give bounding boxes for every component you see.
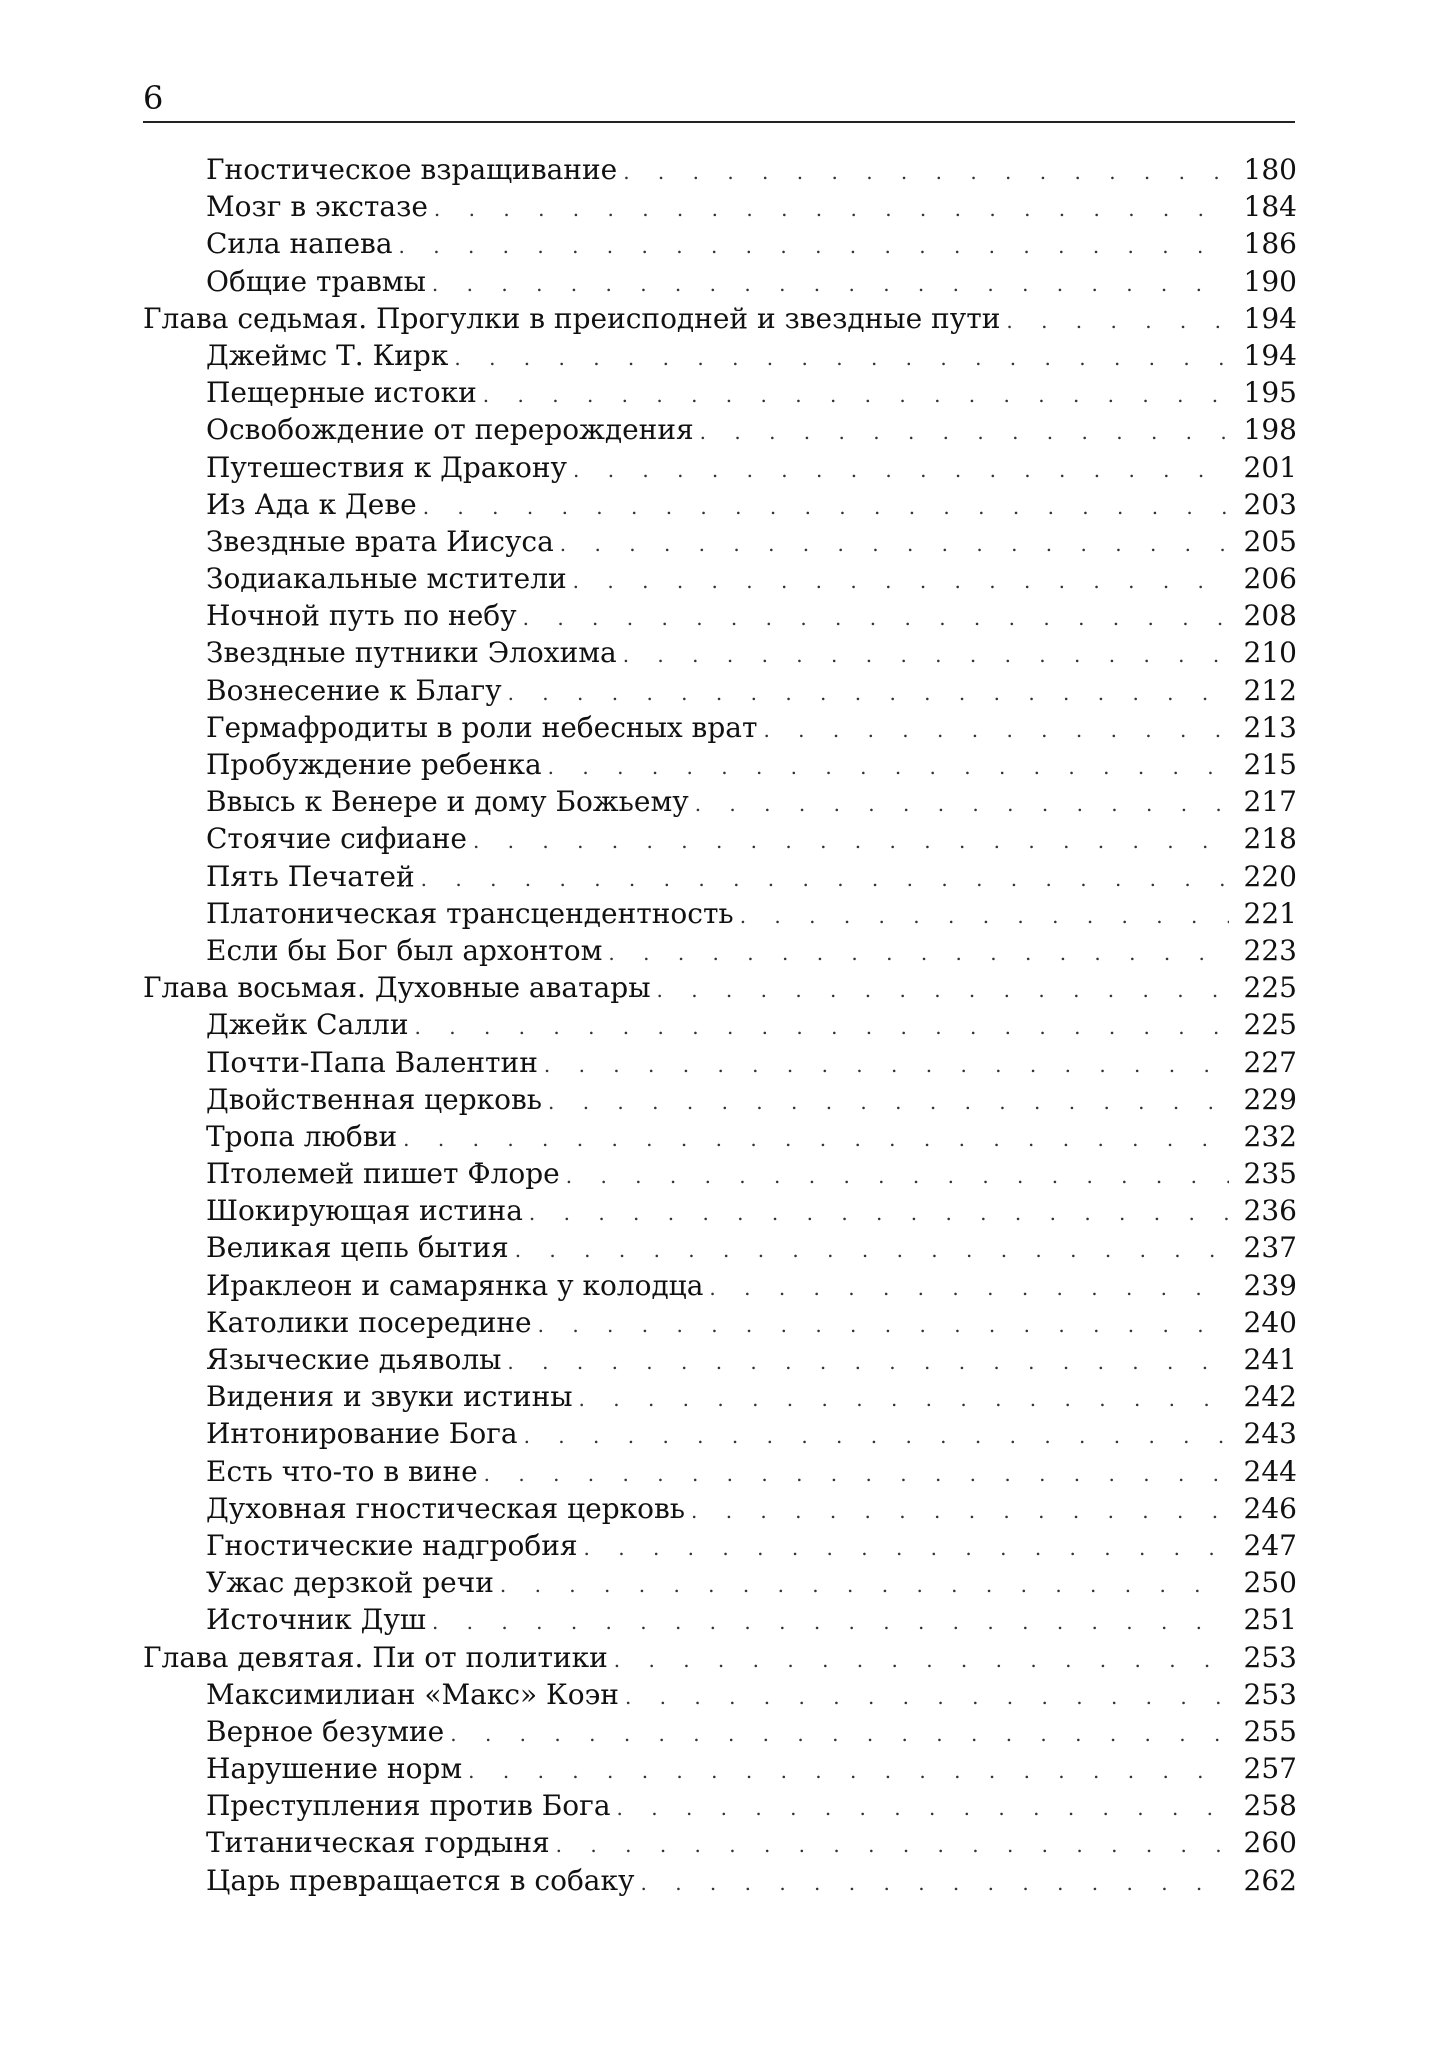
- toc-dot-leader: [700, 414, 1229, 451]
- toc-entry-title: Пещерные истоки: [206, 376, 477, 410]
- toc-section-entry: [143, 449, 1297, 486]
- toc-entry-page-number: 221: [1243, 896, 1297, 930]
- toc-chapter-entry: [143, 300, 1297, 337]
- toc-entry-page-number: 212: [1243, 673, 1297, 707]
- toc-section-entry: [143, 263, 1297, 300]
- toc-section-entry: [143, 1044, 1297, 1081]
- toc-dot-leader: [556, 1827, 1229, 1864]
- toc-entry-title: Гностическое взращивание: [206, 153, 618, 186]
- toc-entry-page-number: 201: [1243, 450, 1297, 484]
- toc-entry-page-number: 253: [1243, 1677, 1297, 1711]
- toc-entry-title: Великая цепь бытия: [206, 1231, 509, 1265]
- toc-entry-title: Интонирование Бога: [206, 1417, 518, 1451]
- toc-entry-title: Шокирующая истина: [206, 1194, 523, 1228]
- toc-entry-page-number: 220: [1243, 859, 1297, 893]
- toc-dot-leader: [560, 526, 1229, 563]
- toc-entry-page-number: 242: [1243, 1380, 1297, 1414]
- toc-entry-title: Царь превращается в собаку: [206, 1863, 635, 1897]
- toc-entry-title: Сила напева: [206, 227, 393, 261]
- toc-section-entry: [143, 1824, 1297, 1861]
- toc-entry-page-number: 236: [1243, 1194, 1297, 1228]
- toc-entry-title: Звездные путники Элохима: [206, 636, 617, 670]
- toc-section-entry: [143, 1304, 1297, 1341]
- toc-dot-leader: [454, 340, 1229, 377]
- toc-section-entry: [143, 560, 1297, 597]
- toc-dot-leader: [484, 1456, 1229, 1493]
- toc-section-entry: [143, 1081, 1297, 1118]
- toc-entry-page-number: 235: [1243, 1157, 1297, 1191]
- toc-section-entry: [143, 1155, 1297, 1192]
- page-number: 6: [143, 79, 164, 117]
- toc-dot-leader: [515, 1232, 1229, 1269]
- toc-section-entry: [143, 1415, 1297, 1452]
- toc-entry-title: Платоническая трансцендентность: [206, 896, 734, 930]
- toc-entry-title: Если бы Бог был архонтом: [206, 933, 603, 967]
- toc-dot-leader: [656, 972, 1229, 1009]
- toc-dot-leader: [421, 861, 1229, 898]
- toc-entry-title: Мозг в экстазе: [206, 190, 428, 224]
- toc-entry-title: Птолемей пишет Флоре: [206, 1157, 560, 1191]
- toc-dot-leader: [548, 1084, 1229, 1121]
- toc-section-entry: [143, 1564, 1297, 1601]
- toc-entry-page-number: 251: [1243, 1603, 1297, 1637]
- toc-entry-title: Путешествия к Дракону: [206, 450, 567, 484]
- toc-dot-leader: [623, 637, 1229, 674]
- toc-entry-page-number: 180: [1243, 153, 1297, 186]
- toc-entry-page-number: 227: [1243, 1045, 1297, 1079]
- toc-section-entry: [143, 411, 1297, 448]
- toc-entry-title: Почти-Папа Валентин: [206, 1045, 538, 1079]
- toc-entry-title: Ночной путь по небу: [206, 599, 517, 633]
- toc-entry-page-number: 195: [1243, 376, 1297, 410]
- toc-dot-leader: [500, 1567, 1229, 1604]
- toc-entry-page-number: 208: [1243, 599, 1297, 633]
- toc-section-entry: [143, 672, 1297, 709]
- toc-entry-title: Пробуждение ребенка: [206, 748, 542, 781]
- toc-dot-leader: [529, 1195, 1229, 1232]
- toc-section-entry: [143, 225, 1297, 262]
- toc-dot-leader: [468, 1753, 1229, 1790]
- toc-dot-leader: [403, 1121, 1229, 1158]
- toc-entry-title: Источник Душ: [206, 1603, 426, 1637]
- toc-section-entry: [143, 597, 1297, 634]
- toc-entry-page-number: 253: [1243, 1640, 1297, 1674]
- toc-dot-leader: [483, 377, 1229, 414]
- toc-entry-page-number: 194: [1243, 338, 1297, 372]
- toc-entry-title: Есть что-то в вине: [206, 1454, 478, 1488]
- toc-entry-page-number: 186: [1243, 227, 1297, 261]
- toc-dot-leader: [617, 1790, 1229, 1827]
- toc-dot-leader: [450, 1716, 1229, 1753]
- toc-dot-leader: [415, 1009, 1229, 1046]
- toc-entry-title: Звездные врата Иисуса: [206, 524, 554, 558]
- toc-section-entry: [143, 188, 1297, 225]
- toc-section-entry: [143, 1267, 1297, 1304]
- toc-dot-leader: [434, 191, 1229, 228]
- toc-entry-title: Джейк Салли: [206, 1008, 409, 1042]
- toc-entry-page-number: 205: [1243, 524, 1297, 558]
- toc-dot-leader: [432, 1604, 1229, 1641]
- toc-dot-leader: [709, 1270, 1229, 1307]
- toc-entry-title: Джеймс Т. Кирк: [206, 338, 449, 372]
- toc-section-entry: [143, 1453, 1297, 1490]
- toc-entry-page-number: 246: [1243, 1491, 1297, 1525]
- toc-entry-title: Духовная гностическая церковь: [206, 1491, 685, 1525]
- toc-section-entry: [143, 820, 1297, 857]
- toc-dot-leader: [625, 1679, 1229, 1716]
- toc-entry-page-number: 237: [1243, 1231, 1297, 1265]
- toc-entry-page-number: 217: [1243, 785, 1297, 819]
- toc-entry-title: Верное безумие: [206, 1714, 445, 1748]
- toc-dot-leader: [508, 675, 1229, 712]
- toc-section-entry: [143, 1713, 1297, 1750]
- toc-dot-leader: [507, 1344, 1229, 1381]
- toc-entry-page-number: 255: [1243, 1714, 1297, 1748]
- toc-section-entry: [143, 1862, 1297, 1899]
- toc-entry-title: Глава седьмая. Прогулки в преисподней и звездные пути: [143, 301, 1001, 335]
- toc-dot-leader: [640, 1865, 1229, 1902]
- toc-section-entry: [143, 1601, 1297, 1638]
- toc-entry-page-number: 225: [1243, 1008, 1297, 1042]
- toc-dot-leader: [691, 1493, 1229, 1530]
- toc-entry-title: Нарушение норм: [206, 1752, 463, 1786]
- toc-section-entry: [143, 932, 1297, 969]
- toc-dot-leader: [584, 1530, 1229, 1567]
- toc-entry-title: Титаническая гордыня: [206, 1826, 550, 1860]
- toc-entry-title: Гностические надгробия: [206, 1528, 578, 1562]
- toc-section-entry: [143, 634, 1297, 671]
- toc-entry-title: Преступления против Бога: [206, 1789, 611, 1823]
- toc-dot-leader: [763, 712, 1229, 749]
- toc-entry-page-number: 210: [1243, 636, 1297, 670]
- toc-section-entry: [143, 783, 1297, 820]
- toc-entry-page-number: 218: [1243, 822, 1297, 856]
- toc-entry-page-number: 250: [1243, 1566, 1297, 1600]
- toc-entry-page-number: 194: [1243, 301, 1297, 335]
- toc-entry-title: Общие травмы: [206, 264, 426, 298]
- toc-dot-leader: [566, 1158, 1229, 1195]
- toc-entry-title: Двойственная церковь: [206, 1082, 542, 1116]
- toc-section-entry: [143, 709, 1297, 746]
- toc-entry-title: Языческие дьяволы: [206, 1343, 502, 1376]
- toc-section-entry: [143, 1490, 1297, 1527]
- toc-entry-title: Глава девятая. Пи от политики: [143, 1640, 608, 1674]
- table-of-contents: [143, 151, 1297, 1899]
- toc-entry-page-number: 240: [1243, 1305, 1297, 1339]
- toc-entry-title: Гермафродиты в роли небесных врат: [206, 710, 758, 744]
- toc-entry-title: Пять Печатей: [206, 859, 415, 893]
- toc-entry-page-number: 203: [1243, 487, 1297, 521]
- toc-entry-page-number: 247: [1243, 1528, 1297, 1562]
- toc-section-entry: [143, 1229, 1297, 1266]
- toc-entry-page-number: 229: [1243, 1082, 1297, 1116]
- toc-section-entry: [143, 1787, 1297, 1824]
- toc-entry-title: Стоячие сифиане: [206, 822, 467, 856]
- toc-entry-page-number: 215: [1243, 748, 1297, 781]
- toc-dot-leader: [740, 898, 1229, 935]
- toc-chapter-entry: [143, 969, 1297, 1006]
- toc-entry-page-number: 232: [1243, 1119, 1297, 1153]
- toc-dot-leader: [544, 1047, 1229, 1084]
- toc-entry-title: Глава восьмая. Духовные аватары: [143, 971, 651, 1005]
- toc-dot-leader: [473, 823, 1229, 860]
- toc-entry-page-number: 239: [1243, 1268, 1297, 1302]
- header-rule: [143, 121, 1295, 123]
- toc-entry-title: Зодиакальные мстители: [206, 562, 567, 596]
- toc-entry-page-number: 198: [1243, 413, 1297, 447]
- toc-dot-leader: [432, 266, 1229, 303]
- toc-dot-leader: [524, 1418, 1229, 1455]
- toc-section-entry: [143, 1527, 1297, 1564]
- toc-section-entry: [143, 486, 1297, 523]
- toc-entry-page-number: 241: [1243, 1343, 1297, 1376]
- toc-dot-leader: [423, 489, 1229, 526]
- toc-section-entry: [143, 523, 1297, 560]
- toc-section-entry: [143, 1192, 1297, 1229]
- toc-dot-leader: [1006, 303, 1229, 340]
- toc-entry-title: Из Ада к Деве: [206, 487, 417, 521]
- toc-entry-title: Ужас дерзкой речи: [206, 1566, 494, 1600]
- toc-section-entry: [143, 895, 1297, 932]
- toc-dot-leader: [623, 154, 1229, 191]
- toc-entry-title: Освобождение от перерождения: [206, 413, 694, 447]
- toc-entry-title: Ираклеон и самарянка у колодца: [206, 1268, 704, 1302]
- toc-entry-title: Ввысь к Венере и дому Божьему: [206, 785, 689, 819]
- toc-section-entry: [143, 1341, 1297, 1378]
- toc-dot-leader: [579, 1381, 1229, 1418]
- toc-section-entry: [143, 1006, 1297, 1043]
- toc-dot-leader: [573, 563, 1229, 600]
- toc-section-entry: [143, 1118, 1297, 1155]
- toc-entry-page-number: 243: [1243, 1417, 1297, 1451]
- toc-entry-title: Католики посередине: [206, 1305, 532, 1339]
- toc-entry-page-number: 257: [1243, 1752, 1297, 1786]
- toc-dot-leader: [523, 600, 1229, 637]
- toc-chapter-entry: [143, 1639, 1297, 1676]
- toc-entry-page-number: 244: [1243, 1454, 1297, 1488]
- toc-entry-title: Максимилиан «Макс» Коэн: [206, 1677, 619, 1711]
- toc-section-entry: [143, 337, 1297, 374]
- toc-entry-page-number: 223: [1243, 933, 1297, 967]
- toc-section-entry: [143, 374, 1297, 411]
- toc-dot-leader: [538, 1307, 1229, 1344]
- toc-entry-page-number: 190: [1243, 264, 1297, 298]
- toc-entry-title: Тропа любви: [206, 1119, 398, 1153]
- toc-section-entry: [143, 858, 1297, 895]
- toc-dot-leader: [548, 749, 1229, 786]
- toc-section-entry: [143, 1750, 1297, 1787]
- toc-entry-page-number: 225: [1243, 971, 1297, 1005]
- toc-entry-page-number: 206: [1243, 562, 1297, 596]
- toc-dot-leader: [399, 228, 1229, 265]
- toc-entry-title: Вознесение к Благу: [206, 673, 502, 707]
- toc-entry-page-number: 184: [1243, 190, 1297, 224]
- toc-section-entry: [143, 1676, 1297, 1713]
- toc-section-entry: [143, 746, 1297, 783]
- toc-entry-page-number: 213: [1243, 710, 1297, 744]
- toc-dot-leader: [614, 1642, 1229, 1679]
- toc-entry-page-number: 260: [1243, 1826, 1297, 1860]
- toc-section-entry: [143, 151, 1297, 188]
- toc-dot-leader: [608, 935, 1229, 972]
- toc-dot-leader: [695, 786, 1229, 823]
- toc-dot-leader: [573, 452, 1229, 489]
- toc-section-entry: [143, 1378, 1297, 1415]
- toc-entry-title: Видения и звуки истины: [206, 1380, 573, 1414]
- toc-entry-page-number: 262: [1243, 1863, 1297, 1897]
- toc-entry-page-number: 258: [1243, 1789, 1297, 1823]
